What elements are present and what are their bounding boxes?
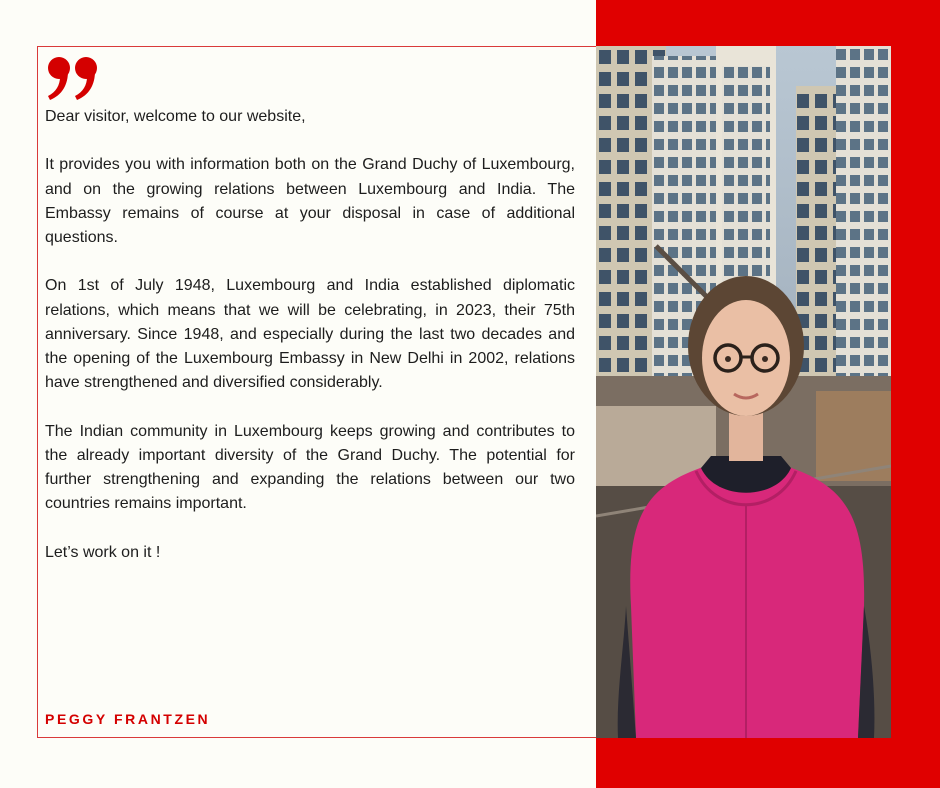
letter-paragraph-3: The Indian community in Luxembourg keeps growing and contributes to the already important diversity of the Grand Duchy. The potential for further strengthening and expanding the relations between our two countries remains important. — [45, 422, 575, 513]
quote-mark-icon — [46, 55, 102, 101]
letter-paragraph-2: On 1st of July 1948, Luxembourg and India established diplomatic relations, which means that we will be celebrating, in 2023, their 75th anniversary. Since 1948, and especially during the last two decades and the opening of the Luxembourg Embassy in New Delhi in 2002, relations have strengthened and diversified considerably. — [45, 277, 575, 392]
ambassador-portrait-photo — [596, 46, 891, 738]
letter-closing: Let’s work on it ! — [45, 543, 161, 561]
welcome-letter — [45, 105, 575, 589]
letter-greeting: Dear visitor, welcome to our website, — [45, 108, 306, 125]
signature-name: PEGGY FRANTZEN — [45, 711, 211, 727]
letter-paragraph-1: It provides you with information both on the Grand Duchy of Luxembourg, and on the growing relations between Luxembourg and India. The Embassy remains of course at your disposal in case of additional questions. — [45, 156, 575, 246]
